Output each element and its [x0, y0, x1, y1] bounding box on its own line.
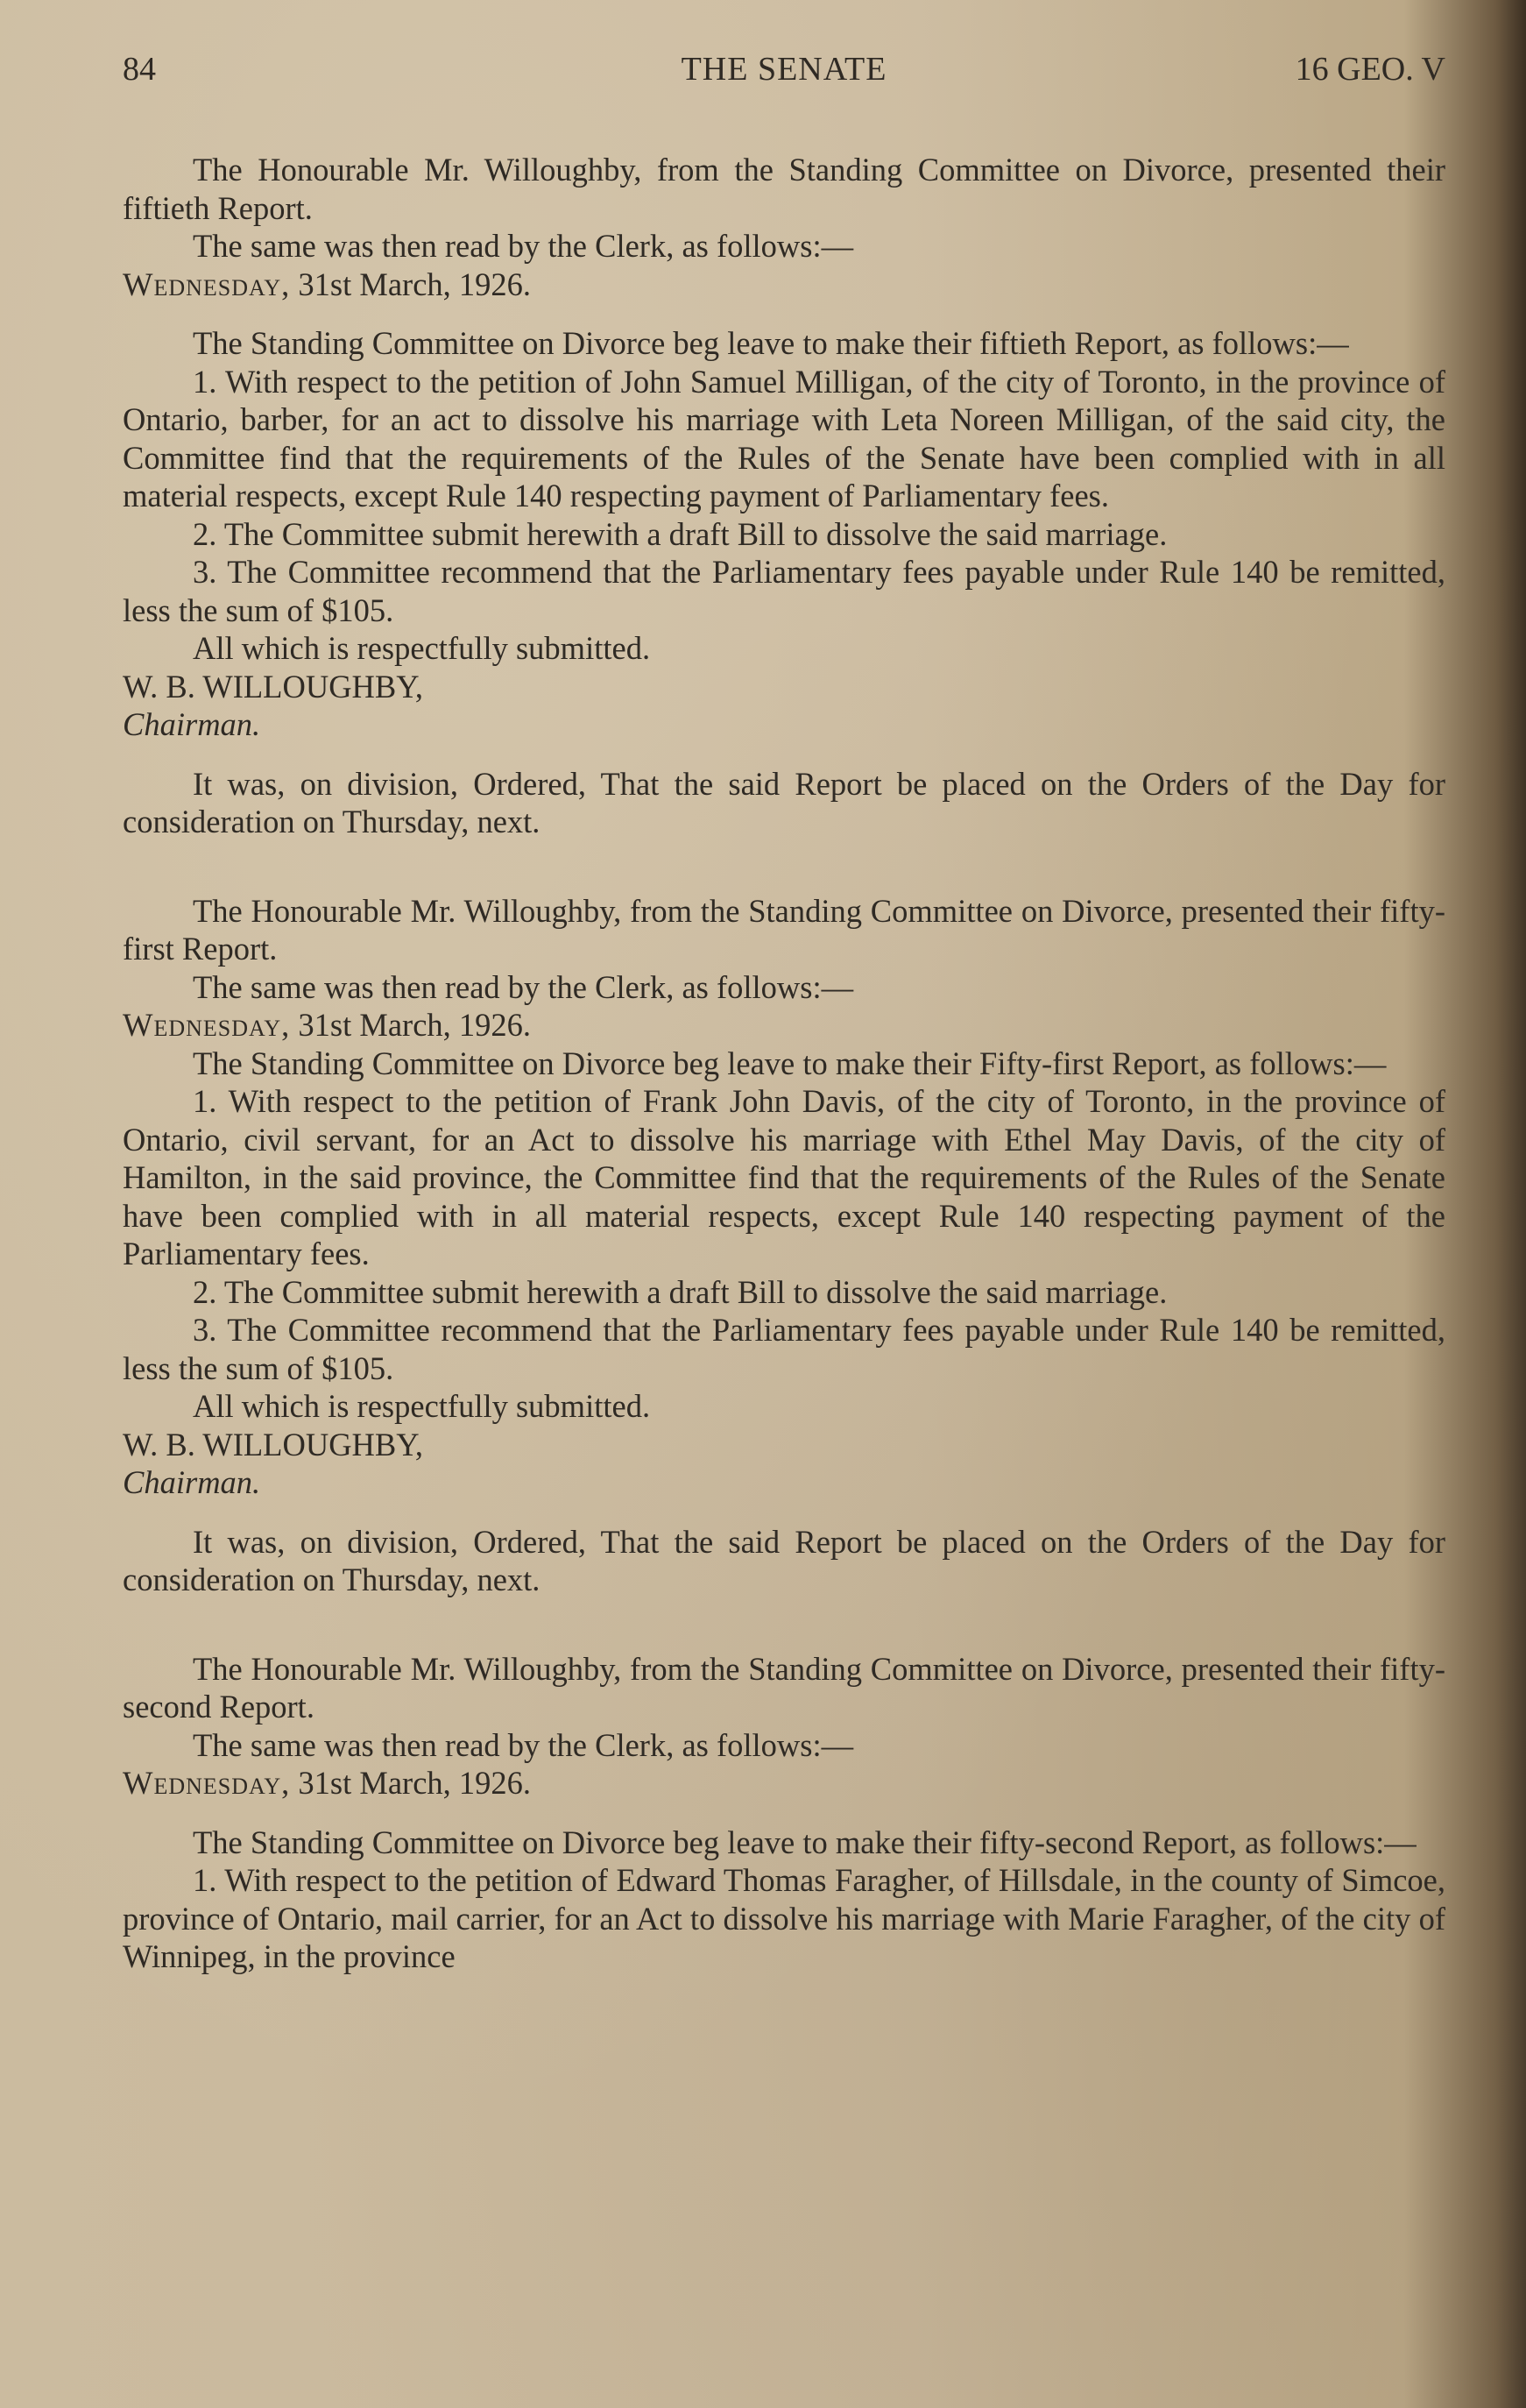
header-title: THE SENATE — [681, 51, 887, 88]
report-closing: All which is respectfully submitted. — [193, 630, 651, 666]
date-day: Wednesday, — [123, 266, 291, 302]
date-rest: 31st March, 1926. — [290, 1765, 532, 1801]
report-order: It was, on division, Ordered, That the said Report be placed on the Orders of the Day for consideration on Thursday, next. — [123, 1523, 1445, 1597]
date-rest: 31st March, 1926. — [290, 1007, 532, 1043]
report-item-1: 1. With respect to the petition of Frank John Davis, of the city of Toronto, in the province of Ontario, civil servant, for an Act to dissolve his marriage with Ethel May Davis, of the city of Hamilton, in the said province, the Committee find that the requirements of the Rules of the Senate have been complied with in all material respects, except Rule 140 respecting payment of the Parliamentary fees. — [123, 1083, 1445, 1271]
page-number: 84 — [123, 51, 156, 88]
page-content — [123, 51, 1445, 1976]
report-item-1: 1. With respect to the petition of John Samuel Milligan, of the city of Toronto, in the province of Ontario, barber, for an act to dissolve his marriage with Leta Noreen Milligan, of the said city, the Committee find that the requirements of the Rules of the Senate have been complied with in all material respects, except Rule 140 respecting payment of Parliamentary fees. — [123, 363, 1445, 513]
report-date — [123, 266, 1445, 304]
running-header — [123, 51, 1445, 100]
report-signature: W. B. WILLOUGHBY, — [123, 668, 424, 705]
report-fifty-first — [123, 892, 1445, 1599]
report-order: It was, on division, Ordered, That the said Report be placed on the Orders of the Day for consideration on Thursday, next. — [123, 765, 1445, 839]
report-opening: The Standing Committee on Divorce beg leave to make their fifty-second Report, as follows:— — [193, 1824, 1416, 1860]
header-regnal-year: 16 GEO. V — [1295, 51, 1445, 88]
report-item-3: 3. The Committee recommend that the Parliamentary fees payable under Rule 140 be remitted, less the sum of $105. — [123, 554, 1445, 628]
report-intro: The Honourable Mr. Willoughby, from the Standing Committee on Divorce, presented their fifty-second Report. — [123, 1650, 1445, 1725]
date-day: Wednesday, — [123, 1007, 291, 1043]
report-intro: The Honourable Mr. Willoughby, from the Standing Committee on Divorce, presented their fifty-first Report. — [123, 892, 1445, 967]
report-opening: The Standing Committee on Divorce beg leave to make their fiftieth Report, as follows:— — [193, 325, 1349, 361]
report-read-line: The same was then read by the Clerk, as follows:— — [193, 968, 854, 1005]
report-signatory-role: Chairman. — [123, 1464, 261, 1500]
date-day: Wednesday, — [123, 1765, 291, 1801]
report-fifty-second — [123, 1650, 1445, 1976]
report-item-2: 2. The Committee submit herewith a draft Bill to dissolve the said marriage. — [193, 1273, 1168, 1310]
report-read-line: The same was then read by the Clerk, as follows:— — [193, 228, 854, 264]
report-opening: The Standing Committee on Divorce beg leave to make their Fifty-first Report, as follows:— — [193, 1045, 1387, 1081]
report-read-line: The same was then read by the Clerk, as follows:— — [193, 1726, 854, 1763]
report-date — [123, 1006, 1445, 1045]
report-closing: All which is respectfully submitted. — [193, 1388, 651, 1424]
date-rest: 31st March, 1926. — [290, 266, 532, 302]
report-intro: The Honourable Mr. Willoughby, from the Standing Committee on Divorce, presented their fiftieth Report. — [123, 152, 1445, 226]
report-item-2: 2. The Committee submit herewith a draft Bill to dissolve the said marriage. — [193, 515, 1168, 552]
report-item-3: 3. The Committee recommend that the Parliamentary fees payable under Rule 140 be remitted, less the sum of $105. — [123, 1312, 1445, 1386]
report-fiftieth — [123, 151, 1445, 841]
report-signature: W. B. WILLOUGHBY, — [123, 1426, 424, 1463]
report-date — [123, 1764, 1445, 1802]
report-signatory-role: Chairman. — [123, 706, 261, 742]
report-item-1: 1. With respect to the petition of Edward Thomas Faragher, of Hillsdale, in the county of Simcoe, province of Ontario, mail carrier, for an Act to dissolve his marriage with Marie Faragher, of the city of Winnipeg, in the province — [123, 1862, 1445, 1974]
